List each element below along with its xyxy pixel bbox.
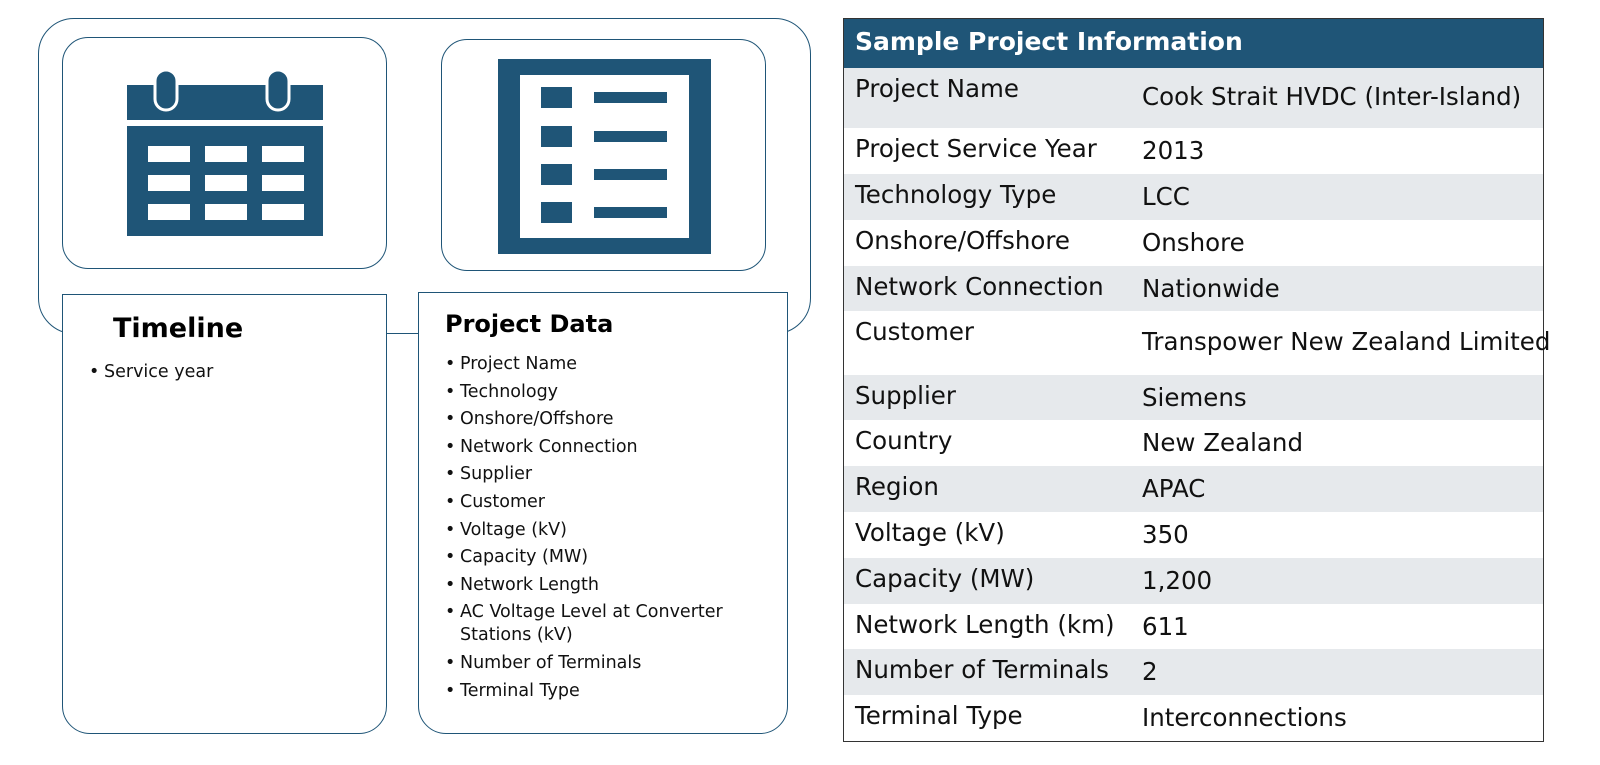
table-row bbox=[844, 604, 1543, 649]
table-row-value: 2013 bbox=[1142, 136, 1205, 165]
project-data-list-item: • Terminal Type bbox=[445, 680, 775, 703]
table-row-value: Nationwide bbox=[1142, 274, 1280, 303]
table-row-label: Number of Terminals bbox=[855, 655, 1109, 684]
project-data-list-item: • Project Name bbox=[445, 353, 775, 376]
table-row-value: Interconnections bbox=[1142, 703, 1347, 732]
project-data-list bbox=[445, 353, 775, 707]
table-row bbox=[844, 420, 1543, 466]
table-row-label: Project Service Year bbox=[855, 134, 1097, 163]
table-row bbox=[844, 266, 1543, 311]
table-row-label: Onshore/Offshore bbox=[855, 226, 1071, 255]
table-row-value: New Zealand bbox=[1142, 428, 1303, 457]
project-data-list-item: • Onshore/Offshore bbox=[445, 408, 775, 431]
list-document-icon bbox=[442, 40, 767, 272]
table-row-value: 2 bbox=[1142, 657, 1158, 686]
table-row bbox=[844, 311, 1551, 375]
timeline-panel bbox=[62, 294, 387, 734]
project-data-list-item: • Customer bbox=[445, 491, 775, 514]
project-data-list-item: • Number of Terminals bbox=[445, 652, 775, 675]
table-row-label: Country bbox=[855, 426, 953, 455]
table-row bbox=[844, 466, 1543, 512]
table-row bbox=[844, 558, 1543, 604]
project-data-list-item: • AC Voltage Level at Converter Stations (kV) bbox=[445, 601, 775, 647]
table-row-value: Transpower New Zealand Limited bbox=[1142, 327, 1551, 356]
project-data-list-item: • Network Connection bbox=[445, 436, 775, 459]
table-row-value: LCC bbox=[1142, 182, 1190, 211]
project-data-list-item: • Supplier bbox=[445, 463, 775, 486]
table-row-value: 1,200 bbox=[1142, 566, 1213, 595]
project-data-panel bbox=[418, 292, 788, 734]
table-row bbox=[844, 649, 1543, 695]
table-title: Sample Project Information bbox=[844, 19, 1543, 68]
table-row-label: Network Connection bbox=[855, 272, 1104, 301]
table-row-label: Technology Type bbox=[855, 180, 1057, 209]
table-row-label: Capacity (MW) bbox=[855, 564, 1035, 593]
project-data-list-item: • Technology bbox=[445, 381, 775, 404]
table-row-value: 350 bbox=[1142, 520, 1189, 549]
project-data-icon-card bbox=[441, 39, 766, 271]
table-row-label: Voltage (kV) bbox=[855, 518, 1005, 547]
timeline-icon-card bbox=[62, 37, 387, 269]
table-row-label: Customer bbox=[855, 317, 975, 346]
table-row bbox=[844, 375, 1543, 420]
timeline-list-item: • Service year bbox=[89, 362, 213, 382]
table-row bbox=[844, 68, 1543, 128]
table-row bbox=[844, 174, 1543, 220]
timeline-title: Timeline bbox=[113, 313, 244, 344]
table-row bbox=[844, 512, 1543, 558]
table-row-value: 611 bbox=[1142, 612, 1189, 641]
table-row-label: Network Length (km) bbox=[855, 610, 1115, 639]
table-row bbox=[844, 128, 1543, 174]
table-row-value: Onshore bbox=[1142, 228, 1245, 257]
sample-project-table bbox=[843, 18, 1551, 742]
project-data-list-item: • Capacity (MW) bbox=[445, 546, 775, 569]
calendar-icon bbox=[63, 38, 388, 270]
table-row-label: Region bbox=[855, 472, 939, 501]
table-row-label: Terminal Type bbox=[855, 701, 1023, 730]
table-row bbox=[844, 695, 1543, 741]
project-data-title: Project Data bbox=[445, 310, 614, 338]
table-row-value: Cook Strait HVDC (Inter-Island) bbox=[1142, 82, 1522, 111]
table-row bbox=[844, 220, 1543, 266]
table-row-label: Supplier bbox=[855, 381, 956, 410]
project-data-list-item: • Network Length bbox=[445, 574, 775, 597]
table-row-value: APAC bbox=[1142, 474, 1206, 503]
project-data-list-item: • Voltage (kV) bbox=[445, 519, 775, 542]
table-row-label: Project Name bbox=[855, 74, 1019, 103]
table-row-value: Siemens bbox=[1142, 383, 1247, 412]
timeline-list bbox=[89, 362, 213, 382]
